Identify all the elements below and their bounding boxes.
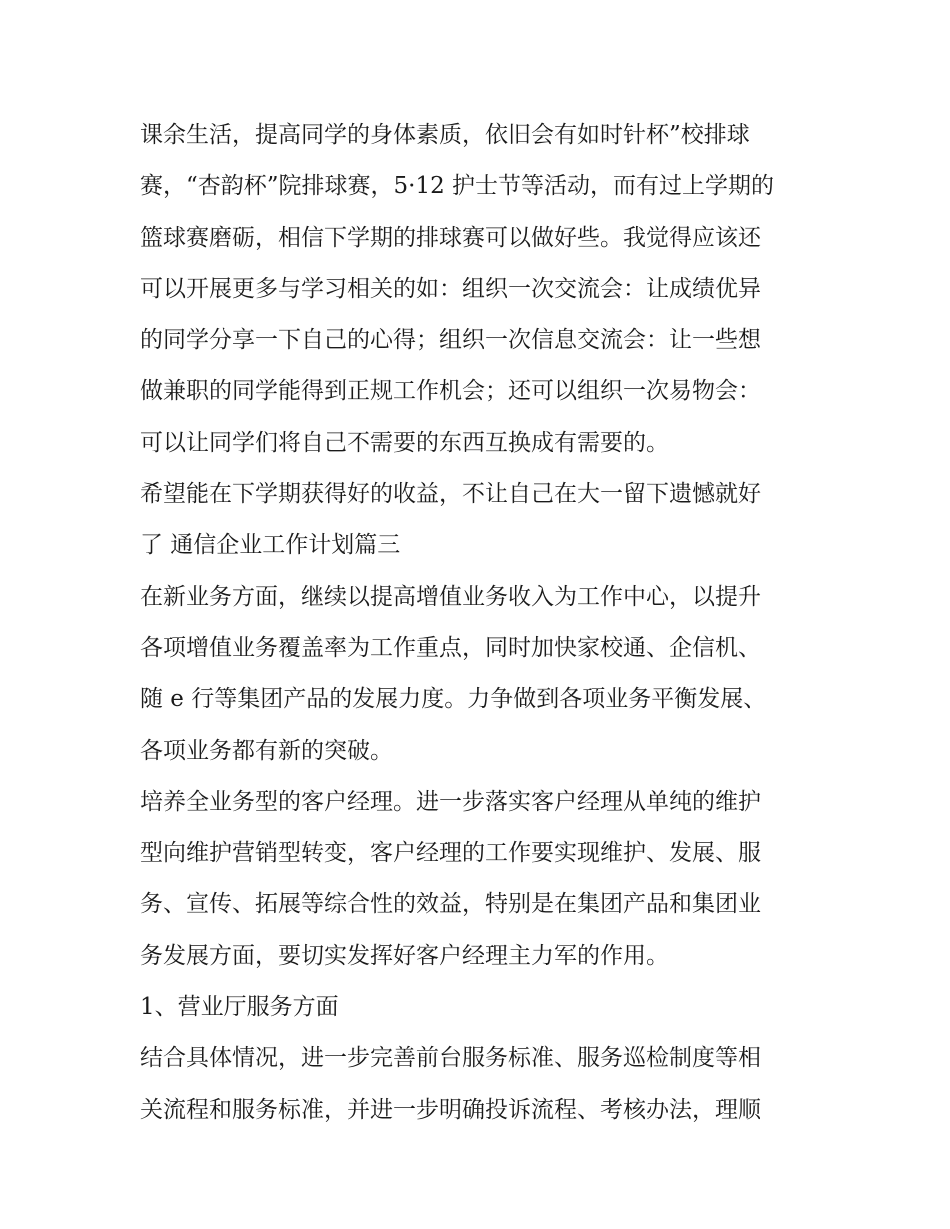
document-body (140, 110, 820, 1136)
text-line: 务、宣传、拓展等综合性的效益，特别是在集团产品和集团业 (140, 891, 761, 918)
text-line: 随 e 行等集团产品的发展力度。力争做到各项业务平衡发展、 (140, 686, 767, 713)
section-heading-line: 了 通信企业工作计划篇三 (140, 532, 401, 559)
text-line: 在新业务方面，继续以提高增值业务收入为工作中心，以提升 (140, 583, 761, 610)
text-line: 各项业务都有新的突破。 (140, 737, 393, 764)
text-line: 关流程和服务标准，并进一步明确投诉流程、考核办法，理顺 (140, 1096, 761, 1123)
text-line: 希望能在下学期获得好的收益，不让自己在大一留下遗憾就好 (140, 481, 761, 508)
text-line: 培养全业务型的客户经理。进一步落实客户经理从单纯的维护 (140, 788, 761, 815)
text-line: 型向维护营销型转变，客户经理的工作要实现维护、发展、服 (140, 840, 761, 867)
subsection-heading: 1、营业厅服务方面 (140, 994, 339, 1021)
text-line: 课余生活，提高同学的身体素质，依旧会有如时针杯”校排球 (140, 122, 750, 148)
text-line: 赛，“杏韵杯”院排球赛，5·12 护士节等活动，而有过上学期的 (140, 173, 775, 200)
text-line: 可以让同学们将自己不需要的东西互换成有需要的。 (140, 429, 669, 456)
text-line: 结合具体情况，进一步完善前台服务标准、服务巡检制度等相 (140, 1045, 761, 1072)
text-line: 做兼职的同学能得到正规工作机会；还可以组织一次易物会： (140, 378, 761, 405)
text-line: 的同学分享一下自己的心得；组织一次信息交流会：让一些想 (140, 327, 761, 354)
text-line: 可以开展更多与学习相关的如：组织一次交流会：让成绩优异 (140, 275, 761, 302)
text-line: 务发展方面，要切实发挥好客户经理主力军的作用。 (140, 942, 669, 969)
text-line: 篮球赛磨砺，相信下学期的排球赛可以做好些。我觉得应该还 (140, 224, 761, 251)
text-line: 各项增值业务覆盖率为工作重点，同时加快家校通、企信机、 (140, 634, 761, 661)
